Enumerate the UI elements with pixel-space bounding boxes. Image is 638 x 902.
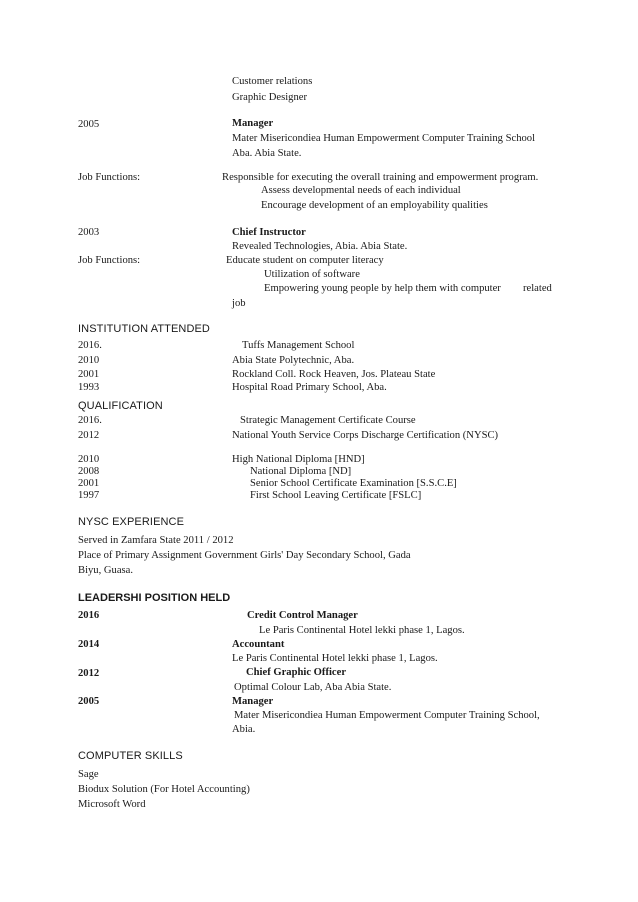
nysc-line: Served in Zamfara State 2011 / 2012 bbox=[78, 535, 234, 546]
skill-line: Graphic Designer bbox=[232, 92, 308, 103]
qualification-name: First School Leaving Certificate [FSLC] bbox=[250, 490, 422, 501]
job-function-item-cont: job bbox=[232, 298, 246, 309]
exp-org: Mater Misericondiea Human Empowerment Computer Training School bbox=[232, 133, 536, 144]
leadership-title: Manager bbox=[232, 696, 274, 707]
leadership-org: Optimal Colour Lab, Aba Abia State. bbox=[234, 682, 392, 693]
job-functions-label: Job Functions: bbox=[78, 255, 141, 266]
qualification-name: National Youth Service Corps Discharge Certification (NYSC) bbox=[232, 430, 499, 441]
qualification-name: High National Diploma [HND] bbox=[232, 454, 365, 465]
leadership-year: 2014 bbox=[78, 639, 100, 650]
leadership-year: 2012 bbox=[78, 668, 100, 679]
qualification-name: Senior School Certificate Examination [S.S.C.E] bbox=[250, 478, 457, 489]
leadership-title: Chief Graphic Officer bbox=[246, 667, 347, 678]
section-heading-institutions: INSTITUTION ATTENDED bbox=[78, 323, 210, 335]
job-function-lead: Educate student on computer literacy bbox=[226, 255, 384, 266]
qualification-year: 2010 bbox=[78, 454, 100, 465]
exp-org: Aba. Abia State. bbox=[232, 148, 302, 159]
exp-year: 2005 bbox=[78, 119, 100, 130]
qualification-name: Strategic Management Certificate Course bbox=[240, 415, 416, 426]
job-function-lead: Responsible for executing the overall training and empowerment program. bbox=[222, 172, 539, 183]
exp-year: 2003 bbox=[78, 227, 100, 238]
leadership-org: Le Paris Continental Hotel lekki phase 1, Lagos. bbox=[232, 653, 438, 664]
section-heading-computer-skills: COMPUTER SKILLS bbox=[78, 750, 183, 762]
institution-name: Hospital Road Primary School, Aba. bbox=[232, 382, 387, 393]
qualification-name: National Diploma [ND] bbox=[250, 466, 352, 477]
job-function-item-tail: related bbox=[523, 283, 552, 294]
exp-org: Revealed Technologies, Abia. Abia State. bbox=[232, 241, 408, 252]
institution-name: Abia State Polytechnic, Aba. bbox=[232, 355, 355, 366]
qualification-year: 2016. bbox=[78, 415, 102, 426]
section-heading-leadership: LEADERSHI POSITION HELD bbox=[78, 592, 231, 604]
qualification-year: 1997 bbox=[78, 490, 100, 501]
institution-year: 2001 bbox=[78, 369, 100, 380]
job-function-item: Utilization of software bbox=[264, 269, 360, 280]
job-function-item: Assess developmental needs of each individual bbox=[261, 185, 461, 196]
qualification-year: 2008 bbox=[78, 466, 100, 477]
nysc-line: Biyu, Guasa. bbox=[78, 565, 134, 576]
leadership-title: Accountant bbox=[232, 639, 285, 650]
job-functions-label: Job Functions: bbox=[78, 172, 141, 183]
computer-skill-item: Biodux Solution (For Hotel Accounting) bbox=[78, 784, 250, 795]
computer-skill-item: Microsoft Word bbox=[78, 799, 146, 810]
leadership-org: Le Paris Continental Hotel lekki phase 1, Lagos. bbox=[259, 625, 465, 636]
leadership-org: Mater Misericondiea Human Empowerment Computer Training School, bbox=[234, 710, 540, 721]
job-function-item: Empowering young people by help them with computer bbox=[264, 283, 501, 294]
qualification-year: 2012 bbox=[78, 430, 100, 441]
leadership-year: 2016 bbox=[78, 610, 100, 621]
section-heading-qualification: QUALIFICATION bbox=[78, 400, 163, 412]
nysc-line: Place of Primary Assignment Government Girls' Day Secondary School, Gada bbox=[78, 550, 411, 561]
institution-name: Rockland Coll. Rock Heaven, Jos. Plateau State bbox=[232, 369, 436, 380]
institution-year: 2010 bbox=[78, 355, 100, 366]
computer-skill-item: Sage bbox=[78, 769, 99, 780]
leadership-title: Credit Control Manager bbox=[247, 610, 358, 621]
exp-title: Chief Instructor bbox=[232, 227, 306, 238]
institution-year: 2016. bbox=[78, 340, 102, 351]
institution-year: 1993 bbox=[78, 382, 100, 393]
job-function-item: Encourage development of an employability qualities bbox=[261, 200, 488, 211]
qualification-year: 2001 bbox=[78, 478, 100, 489]
leadership-year: 2005 bbox=[78, 696, 100, 707]
section-heading-nysc: NYSC EXPERIENCE bbox=[78, 516, 185, 528]
skill-line: Customer relations bbox=[232, 76, 313, 87]
institution-name: Tuffs Management School bbox=[242, 340, 355, 351]
exp-title: Manager bbox=[232, 118, 274, 129]
leadership-org: Abia. bbox=[232, 724, 256, 735]
